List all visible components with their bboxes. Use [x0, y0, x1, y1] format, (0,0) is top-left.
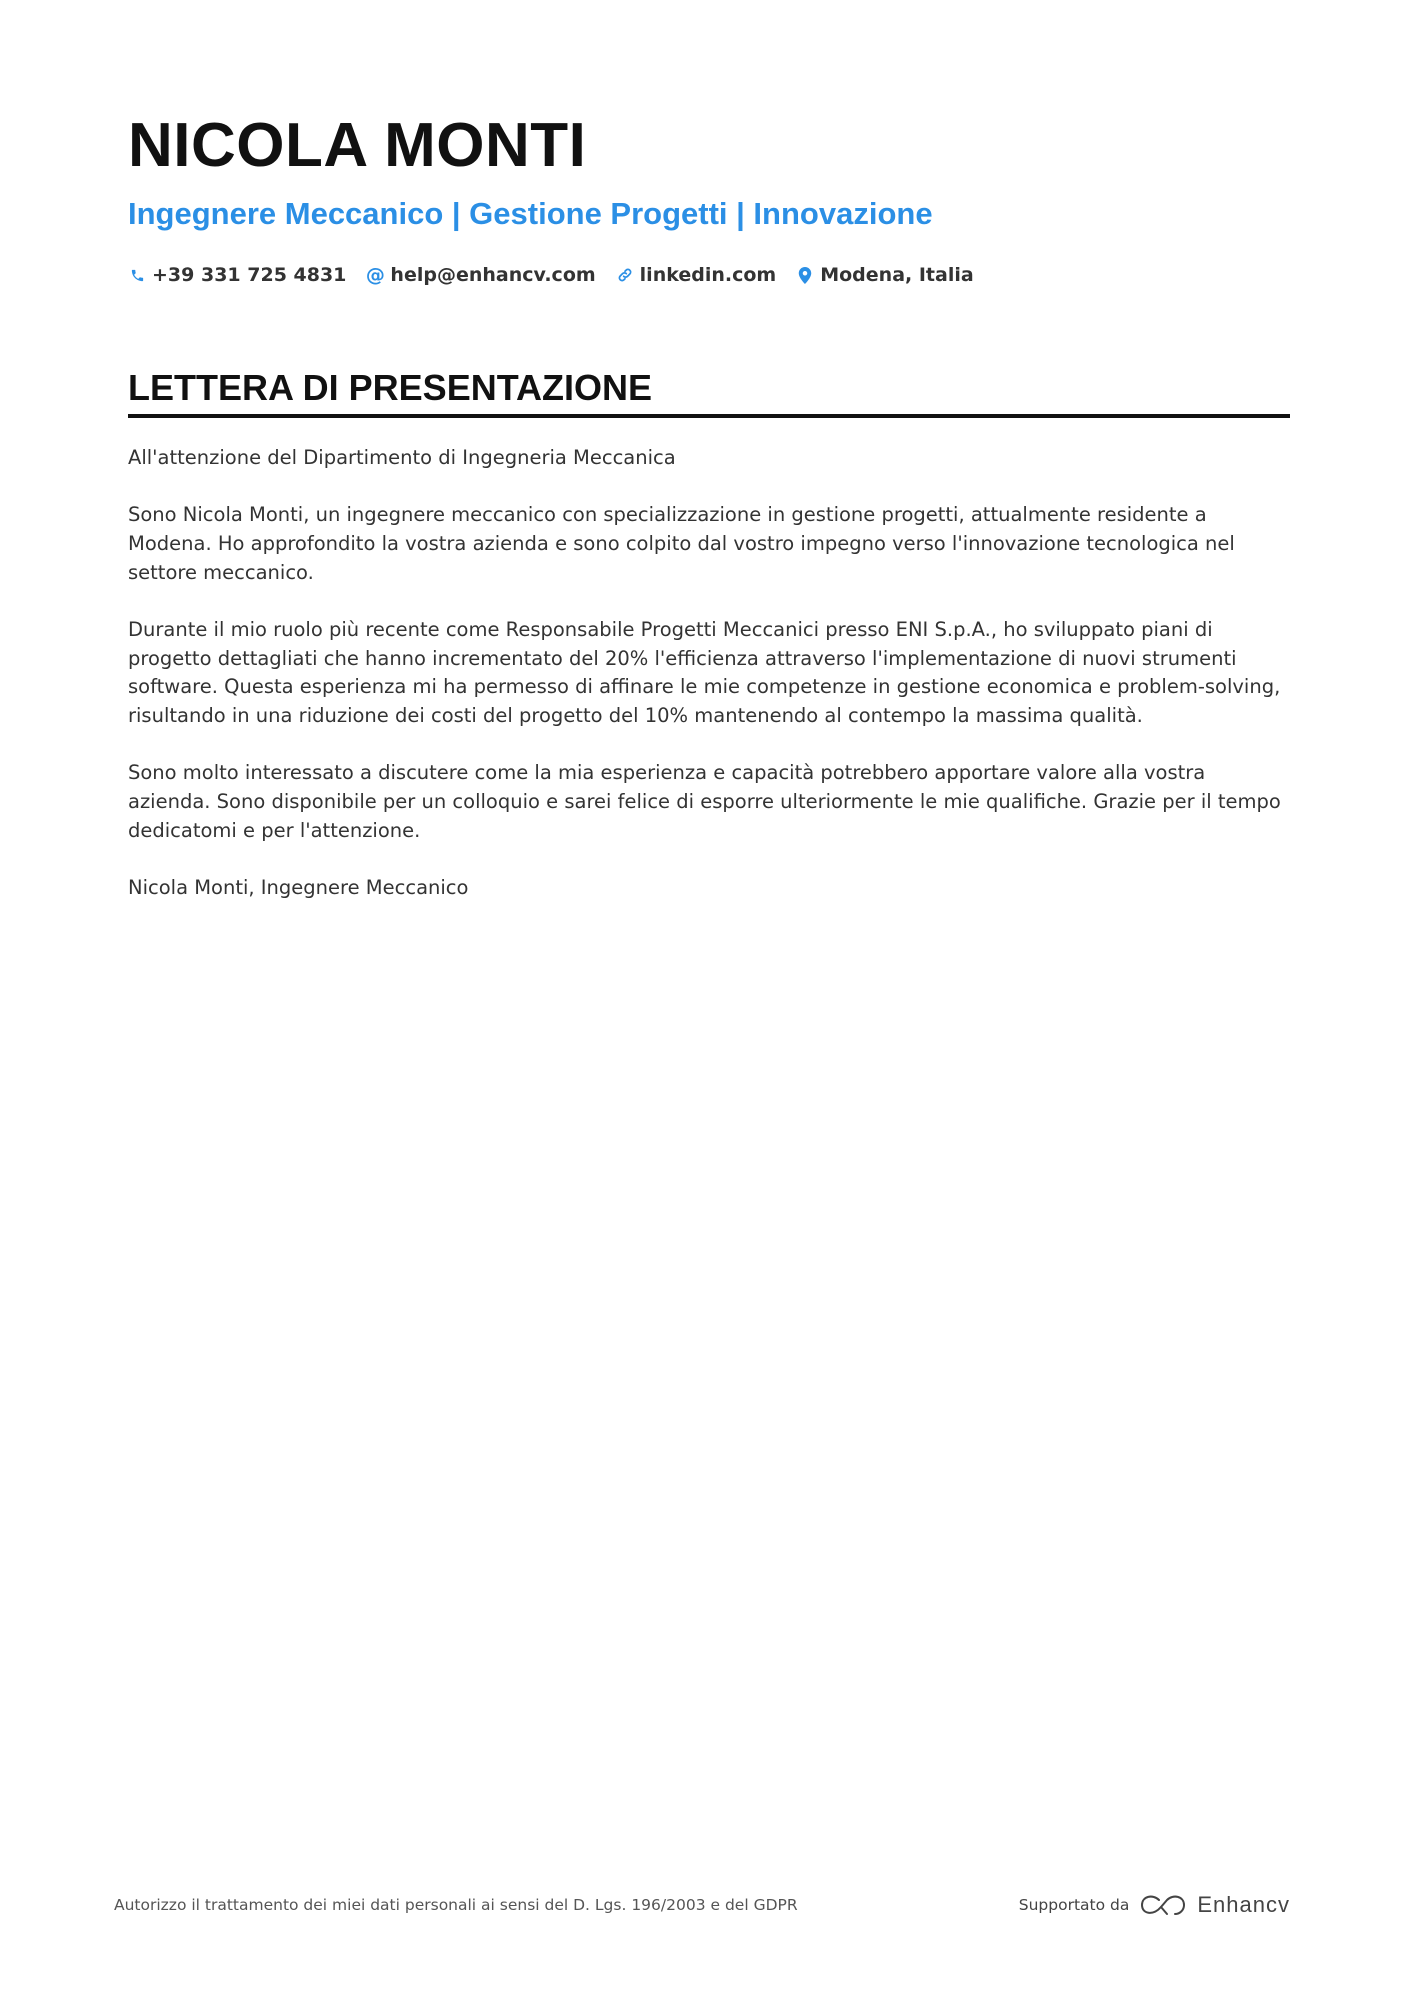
- section-divider: [128, 414, 1290, 418]
- letter-paragraph: Durante il mio ruolo più recente come Responsabile Progetti Meccanici presso ENI S.p.A., ho sviluppato piani di progetto dettagliati che hanno incrementato del 20% l'efficienza attraverso l'implementazione di nuovi strumenti software. Questa esperienza mi ha permesso di affinare le mie competenze in gestione economica e problem-solving, risultando in una riduzione dei costi del progetto del 10% mantenendo al contempo la massima qualità.: [128, 617, 1281, 727]
- cover-letter-section: [128, 366, 1290, 931]
- phone-text: +39 331 725 4831: [152, 264, 347, 286]
- enhancv-logo-icon: [1139, 1892, 1187, 1918]
- contact-location: [796, 264, 973, 286]
- supported-by[interactable]: [1019, 1892, 1290, 1918]
- location-text: Modena, Italia: [820, 264, 974, 286]
- at-icon: @: [365, 264, 385, 286]
- section-title: LETTERA DI PRESENTAZIONE: [128, 367, 653, 408]
- contact-phone[interactable]: [128, 264, 346, 286]
- phone-icon: [128, 266, 146, 284]
- email-text: help@enhancv.com: [390, 264, 596, 286]
- contact-info: [128, 264, 1290, 286]
- letter-salutation: All'attenzione del Dipartimento di Ingegneria Meccanica: [128, 446, 676, 469]
- resume-header: [128, 108, 1290, 286]
- letter-paragraph: Sono molto interessato a discutere come la mia esperienza e capacità potrebbero apportare valore alla vostra azienda. Sono disponibile per un colloquio e sarei felice di esporre ulteriormente le mie qualifiche. Grazie per il tempo dedicatomi e per l'attenzione.: [128, 761, 1281, 842]
- contact-email[interactable]: [366, 264, 595, 286]
- page-footer: [114, 1890, 1290, 1920]
- letter-signature: Nicola Monti, Ingegnere Meccanico: [128, 875, 469, 899]
- contact-website[interactable]: [616, 264, 777, 286]
- candidate-headline: Ingegnere Meccanico | Gestione Progetti | Innovazione: [128, 196, 933, 231]
- enhancv-brand-name: Enhancv: [1197, 1892, 1290, 1917]
- supported-by-label: Supportato da: [1018, 1896, 1130, 1914]
- location-pin-icon: [796, 266, 814, 284]
- link-icon: [616, 266, 634, 284]
- website-text: linkedin.com: [639, 264, 777, 286]
- letter-paragraph: Sono Nicola Monti, un ingegnere meccanico con specializzazione in gestione progetti, attualmente residente a Modena. Ho approfondito la vostra azienda e sono colpito dal vostro impegno verso l'innovazione tecnologica nel settore meccanico.: [128, 503, 1235, 584]
- letter-body: [128, 444, 1290, 902]
- candidate-name: NICOLA MONTI: [128, 111, 587, 180]
- privacy-note: Autorizzo il trattamento dei miei dati personali ai sensi del D. Lgs. 196/2003 e del GDPR: [114, 1896, 798, 1914]
